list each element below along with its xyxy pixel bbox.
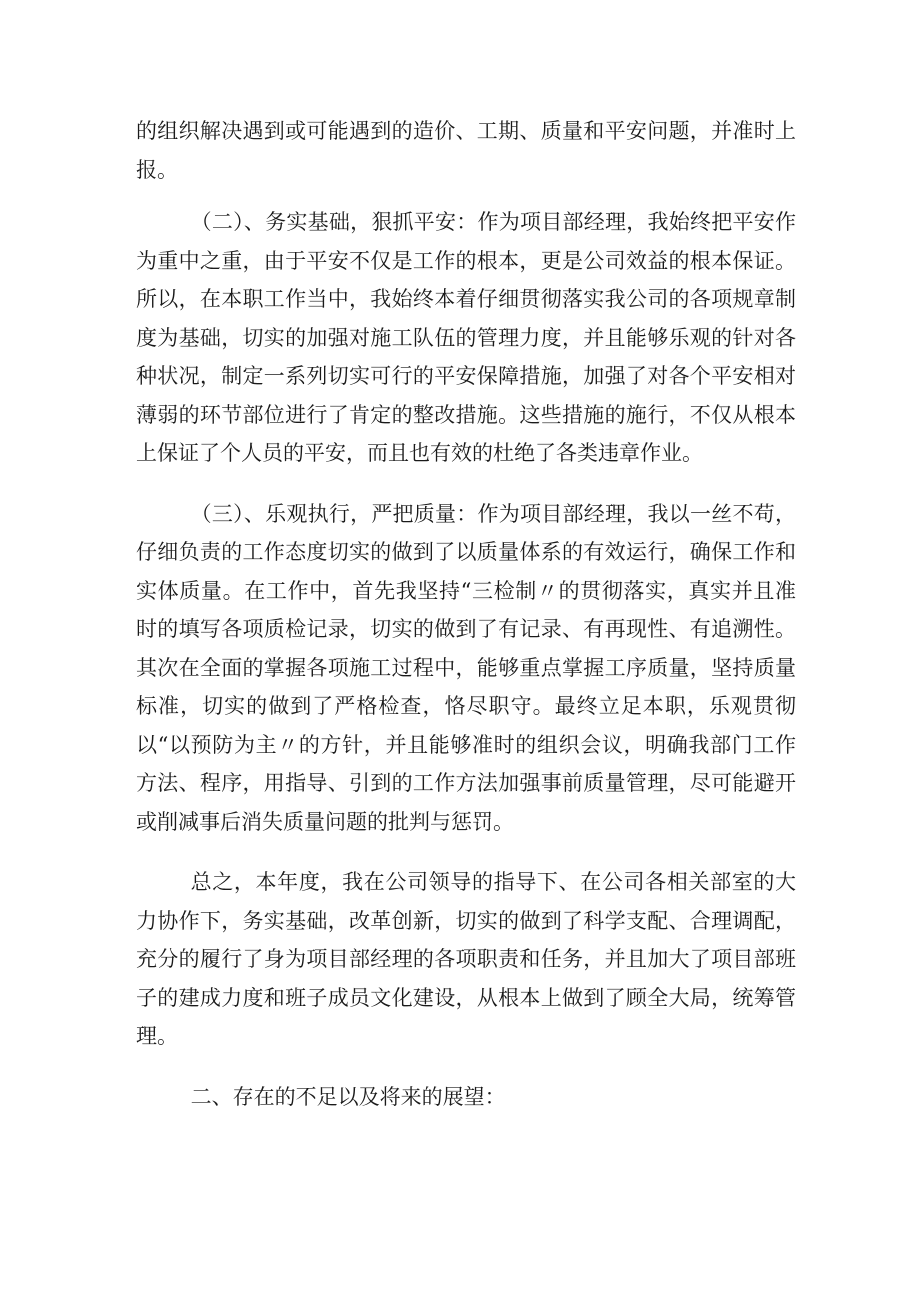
paragraph-continuation: 的组织解决遇到或可能遇到的造价、工期、质量和平安问题，并准时上报。 [136, 119, 796, 182]
paragraph-quality: （三）、乐观执行，严把质量：作为项目部经理，我以一丝不苟，仔细负责的工作态度切实的做到了以质量体系的有效运行，确保工作和实体质量。在工作中，首先我坚持“三检制〃的贯彻落实，真实并且准时的填写各项质检记录，切实的做到了有记录、有再现性、有追溯性。其次在全面的掌握各项施工过程中，能够重点掌握工序质量，坚持质量标准，切实的做到了严格检查，恪尽职守。最终立足本职，乐观贯彻以“以预防为主〃的方针，并且能够准时的组织会议，明确我部门工作方法、程序，用指导、引到的工作方法加强事前质量管理，尽可能避开或削减事后消失质量问题的批判与惩罚。 [136, 501, 796, 834]
section-heading: 二、存在的不足以及将来的展望： [190, 1084, 506, 1109]
document-body [136, 112, 796, 1116]
paragraph-safety: （二）、务实基础，狠抓平安：作为项目部经理，我始终把平安作为重中之重，由于平安不仅是工作的根本，更是公司效益的根本保证。所以，在本职工作当中，我始终本着仔细贯彻落实我公司的各项规章制度为基础，切实的加强对施工队伍的管理力度，并且能够乐观的针对各种状况，制定一系列切实可行的平安保障措施，加强了对各个平安相对薄弱的环节部位进行了肯定的整改措施。这些措施的施行，不仅从根本上保证了个人员的平安，而且也有效的杜绝了各类违章作业。 [136, 210, 796, 465]
paragraph-summary: 总之，本年度，我在公司领导的指导下、在公司各相关部室的大力协作下，务实基础，改革创新，切实的做到了科学支配、合理调配，充分的履行了身为项目部经理的各项职责和任务，并且加大了项目部班子的建成力度和班子成员文化建设，从根本上做到了顾全大局，统筹管理。 [136, 870, 796, 1048]
